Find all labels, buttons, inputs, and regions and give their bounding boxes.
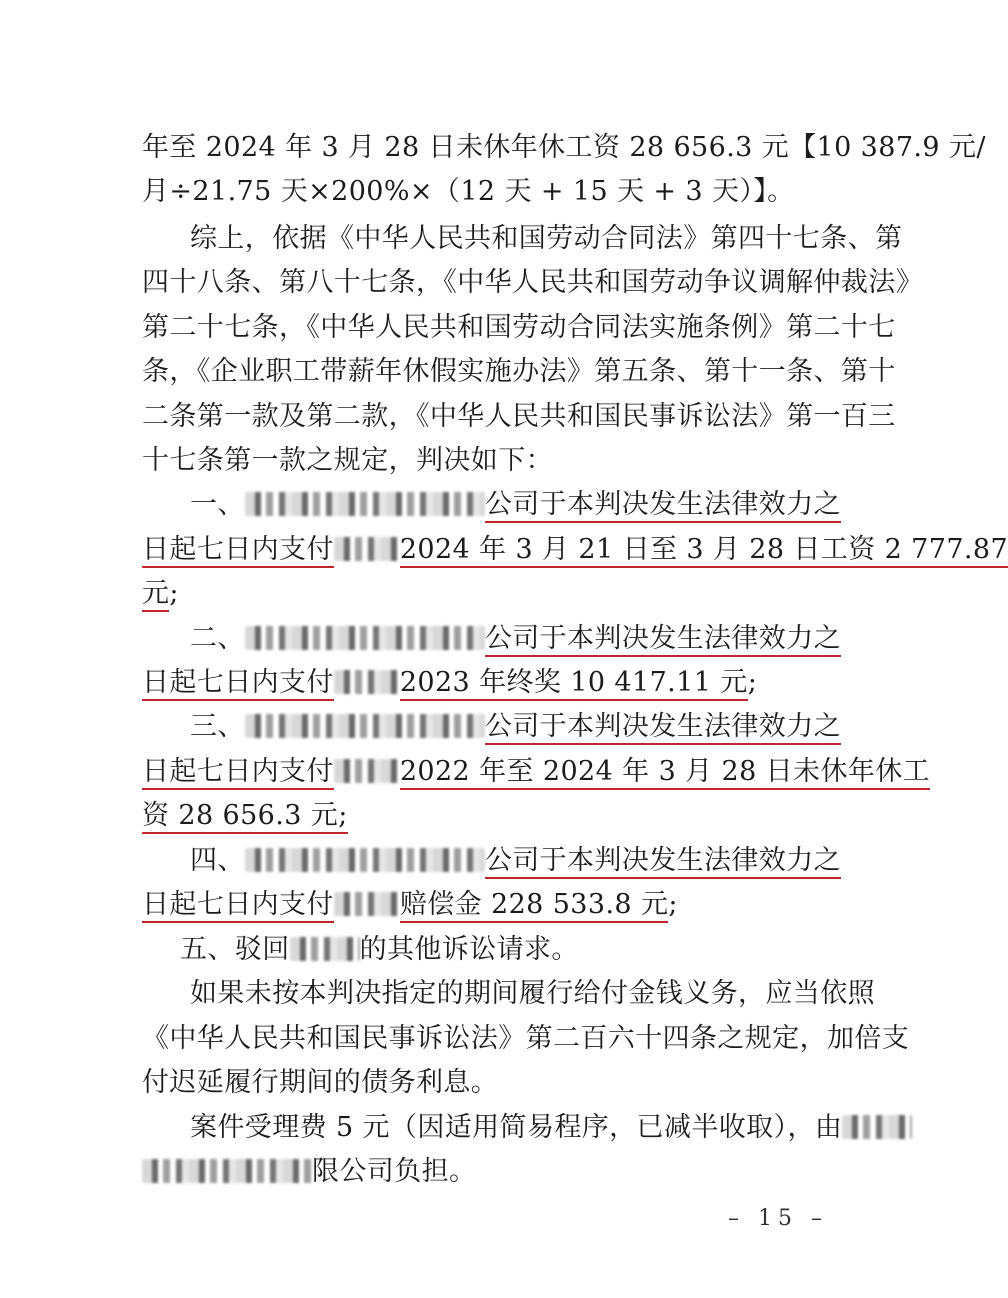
redacted-company-name (245, 626, 485, 650)
ruling-1-amount: 2024 年 3 月 21 日至 3 月 28 日工资 2 777.87 (400, 534, 1008, 568)
summary-line-3: 第二十七条，《中华人民共和国劳动合同法实施条例》第二十七 (142, 312, 896, 343)
fee-line-1 (190, 1108, 843, 1148)
ruling-4-prefix: 四、 (190, 845, 245, 876)
punctuation: ; (169, 578, 179, 609)
ruling-1-underlined-text: 日起七日内支付 (142, 534, 334, 568)
redacted-company-name (245, 492, 485, 516)
ruling-1-prefix: 一、 (190, 489, 245, 520)
ruling-4-line-1 (190, 841, 842, 881)
ruling-3-prefix: 三、 (190, 711, 245, 742)
summary-line-5: 二条第一款及第二款，《中华人民共和国民事诉讼法》第一百三 (142, 401, 896, 432)
ruling-3-amount: 2022 年至 2024 年 3 月 28 日未休年休工 (400, 756, 930, 790)
summary-line-2: 四十八条、第八十七条，《中华人民共和国劳动争议调解仲裁法》 (142, 267, 924, 298)
ruling-2-underlined-text: 日起七日内支付 (142, 667, 334, 701)
summary-line-6: 十七条第一款之规定，判决如下： (142, 445, 553, 476)
ruling-4-underlined-text: 公司于本判决发生法律效力之 (485, 845, 841, 879)
wage-tail-line-1: 年至 2024 年 3 月 28 日未休年休工资 28 656.3 元【10 387.9 元/ (142, 132, 986, 163)
redacted-plaintiff-name (334, 670, 400, 694)
ruling-4-underlined-text: 日起七日内支付 (142, 889, 334, 923)
redacted-plaintiff-name (290, 937, 360, 961)
punctuation: ; (668, 889, 678, 920)
ruling-3-line-1 (190, 707, 842, 747)
ruling-1-underlined-text: 元 (142, 578, 169, 612)
redacted-plaintiff-name (334, 759, 400, 783)
ruling-1-line-2 (142, 530, 1008, 570)
ruling-1-line-3 (142, 574, 807, 614)
ruling-4-line-2 (142, 885, 807, 925)
ruling-5-line (180, 930, 807, 970)
ruling-2-amount: 2023 年终奖 10 417.11 元 (400, 667, 748, 701)
wage-tail-line-2: 月÷21.75 天×200%×（12 天 + 15 天 + 3 天）】。 (142, 176, 795, 207)
late-payment-line-2: 《中华人民共和国民事诉讼法》第二百六十四条之规定，加倍支 (142, 1023, 910, 1054)
ruling-3-line-3 (142, 796, 807, 836)
summary-line-4: 条，《企业职工带薪年休假实施办法》第五条、第十一条、第十 (142, 356, 896, 387)
punctuation: ; (747, 667, 758, 698)
ruling-2-prefix: 二、 (190, 623, 245, 654)
ruling-2-line-2 (142, 663, 807, 703)
ruling-3-amount: 资 28 656.3 元; (142, 800, 348, 834)
ruling-5-prefix: 五、驳回 (180, 934, 290, 965)
ruling-1-line-1 (190, 485, 842, 525)
ruling-3-underlined-text: 日起七日内支付 (142, 756, 334, 790)
ruling-3-line-2 (142, 752, 931, 792)
redacted-company-name (142, 1159, 312, 1183)
fee-text: 案件受理费 5 元（因适用简易程序，已减半收取），由 (190, 1112, 843, 1143)
fee-suffix: 限公司负担。 (312, 1156, 477, 1187)
ruling-2-line-1 (190, 619, 842, 659)
ruling-5-suffix: 的其他诉讼请求。 (359, 934, 579, 965)
ruling-4-amount: 赔偿金 228 533.8 元 (400, 889, 669, 923)
redacted-plaintiff-name (334, 537, 400, 561)
late-payment-line-1: 如果未按本判决指定的期间履行给付金钱义务，应当依照 (190, 978, 875, 1009)
fee-line-2 (142, 1152, 807, 1192)
summary-line-1: 综上，依据《中华人民共和国劳动合同法》第四十七条、第 (190, 223, 903, 254)
redacted-company-name (842, 1115, 912, 1139)
late-payment-line-3: 付迟延履行期间的债务利息。 (142, 1067, 499, 1098)
page-number: – 15 – (728, 1206, 828, 1231)
ruling-1-underlined-text: 公司于本判决发生法律效力之 (485, 489, 841, 523)
ruling-2-underlined-text: 公司于本判决发生法律效力之 (485, 623, 841, 657)
redacted-company-name (245, 848, 485, 872)
redacted-company-name (245, 714, 485, 738)
redacted-plaintiff-name (334, 892, 400, 916)
ruling-3-underlined-text: 公司于本判决发生法律效力之 (485, 711, 841, 745)
